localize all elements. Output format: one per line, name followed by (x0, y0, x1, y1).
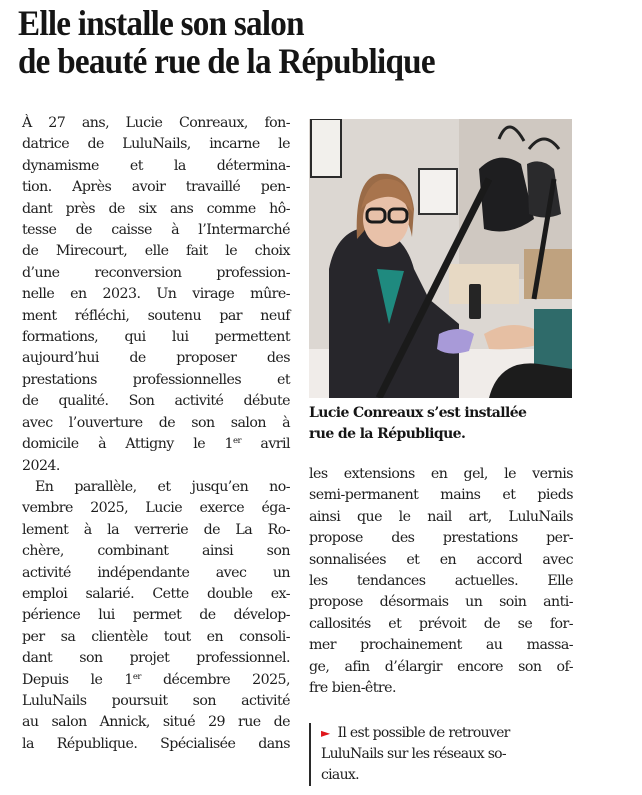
text-line: de Mirecourt, elle fait le choix (22, 243, 290, 260)
info-note (309, 723, 581, 786)
text-line: 2024. (22, 457, 60, 474)
text-line: mer prochainement au massa- (309, 637, 573, 654)
text-line: les tendances actuelles. Elle (309, 573, 573, 590)
text-line: les extensions en gel, le vernis (309, 466, 573, 482)
text-line: À 27 ans, Lucie Conreaux, fon- (22, 115, 290, 131)
headline-line: de beauté rue de la République (18, 41, 435, 81)
note-text: Il est possible de retrouver (337, 725, 510, 741)
text-line: de qualité. Son activité débute (22, 393, 290, 410)
text-line: LuluNails poursuit son activité (22, 692, 290, 709)
text-line: activité indépendante avec un (22, 564, 290, 581)
text-line: d’une reconversion profession- (22, 264, 290, 281)
text-line: tion. Après avoir travaillé pen- (22, 179, 290, 196)
superscript: er (232, 436, 241, 447)
text-line: lement à la verrerie de La Ro- (22, 521, 290, 538)
text-line: formations, qui lui permettent (22, 329, 290, 346)
text-line: callosités et prévoit de se for- (309, 615, 573, 632)
article-column-right (309, 464, 573, 699)
article-photo (309, 119, 572, 398)
text-line-with-superscript (22, 670, 290, 691)
photo-caption (309, 403, 579, 445)
triangle-right-icon: ► (321, 726, 330, 740)
text-line-paragraph-start: En parallèle, et jusqu’en no- (35, 478, 290, 495)
text-line-with-superscript (22, 434, 290, 455)
text-line: per sa clientèle tout en consoli- (22, 628, 290, 645)
text-fragment: domicile à Attigny le 1 (22, 436, 233, 453)
article-column-left (22, 113, 290, 755)
text-line: avec l’ouverture de son salon à (22, 414, 290, 431)
text-line: datrice de LuluNails, incarne le (22, 136, 290, 153)
text-line: emploi salarié. Cette double ex- (22, 585, 290, 602)
superscript: er (132, 671, 141, 682)
text-line: propose désormais un soin anti- (309, 594, 573, 611)
headline (18, 4, 579, 80)
text-line: ment réfléchi, soutenu par neuf (22, 307, 290, 324)
photo-illustration (309, 119, 572, 398)
text-fragment: Depuis le 1 (22, 671, 133, 688)
text-line: semi-permanent mains et pieds (309, 487, 573, 504)
text-line: dant près de six ans comme hô- (22, 200, 290, 217)
note-line: LuluNails sur les réseaux so- (321, 746, 506, 762)
text-line: dant son projet professionnel. (22, 650, 290, 667)
text-line: propose des prestations per- (309, 530, 573, 547)
text-line: dynamisme et la détermina- (22, 157, 290, 174)
text-line: prestations professionnelles et (22, 371, 290, 388)
text-fragment: décembre 2025, (140, 671, 290, 688)
note-line (321, 723, 581, 744)
text-line: nelle en 2023. Un virage mûre- (22, 286, 290, 303)
text-line: aujourd’hui de proposer des (22, 350, 290, 367)
text-line: tesse de caisse à l’Intermarché (22, 222, 290, 239)
text-line: vembre 2025, Lucie exerce éga- (22, 500, 290, 517)
text-line: au salon Annick, situé 29 rue de (22, 714, 290, 731)
text-line: périence lui permet de dévelop- (22, 607, 290, 624)
caption-line: rue de la République. (309, 426, 466, 442)
text-line: sonnalisées et en accord avec (309, 551, 573, 568)
text-line: chère, combinant ainsi son (22, 543, 290, 560)
headline-line: Elle installe son salon (18, 3, 304, 43)
text-line: la République. Spécialisée dans (22, 735, 290, 752)
note-line: ciaux. (321, 767, 359, 783)
text-line: fre bien-être. (309, 680, 396, 697)
text-fragment: avril (240, 436, 290, 453)
text-line: ge, afin d’élargir encore son of- (309, 658, 573, 675)
text-line: ainsi que le nail art, LuluNails (309, 508, 573, 525)
caption-line: Lucie Conreaux s’est installée (309, 405, 527, 421)
